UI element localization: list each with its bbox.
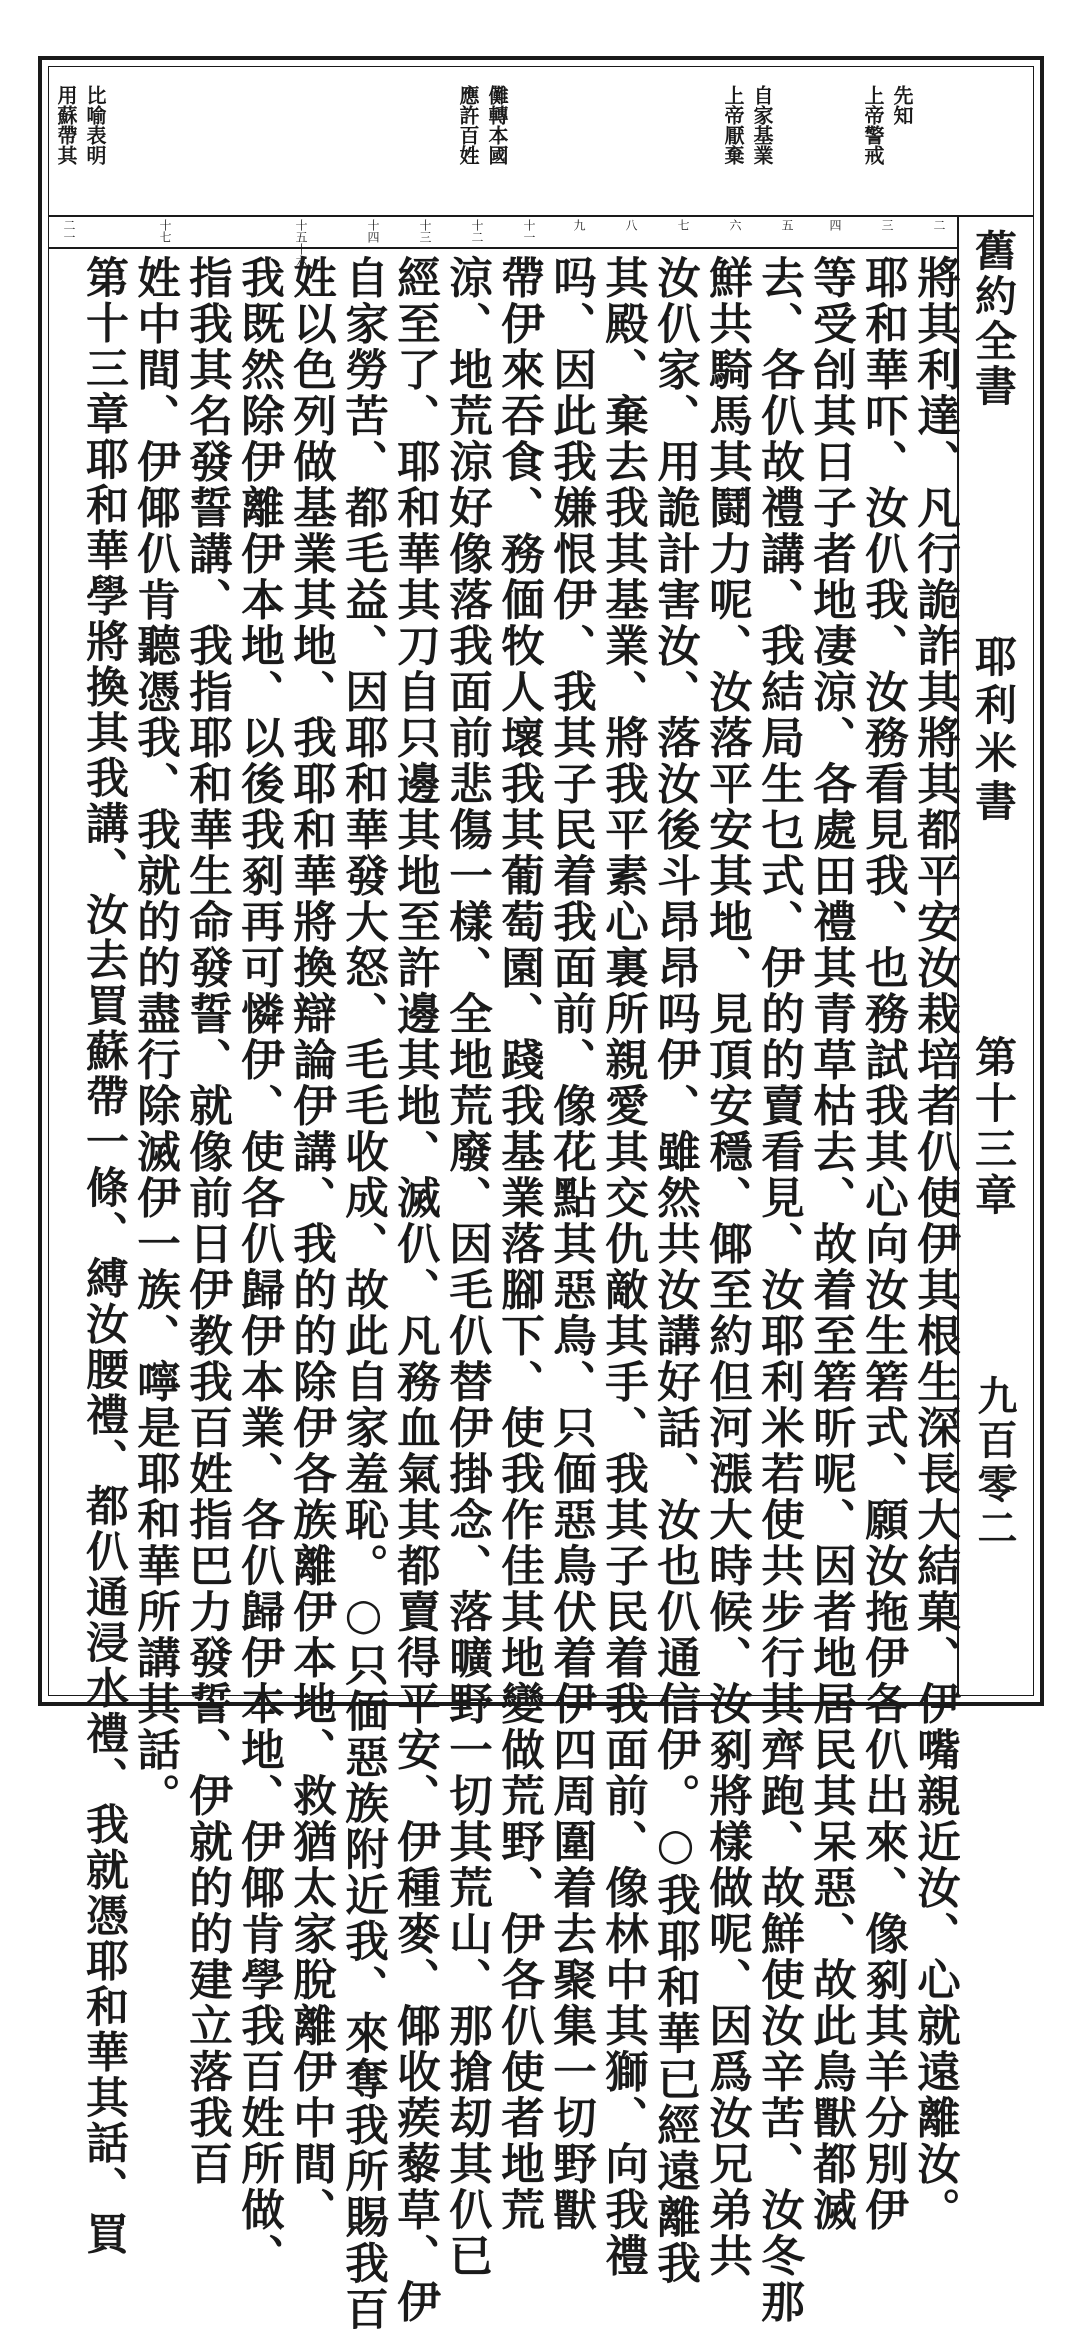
verse-number: 三 — [880, 219, 894, 231]
text-column: 其殿、棄去我其基業、將我平素心裏所親愛其交仇敵其手、我其子民着我面前、像林中其獅、向我禮 — [598, 255, 649, 2279]
verse-number: 二一 — [62, 219, 76, 243]
verse-number: 十三 — [418, 219, 432, 243]
annotation-2-line-2: 自家基業 — [750, 85, 774, 165]
chapter-label: 第十三章 — [969, 1035, 1018, 1219]
text-column: 帶伊來吞食、務偭牧人壞我其葡萄園、踐我基業落腳下、使我作佳其地變做荒野、伊各仈使者地荒 — [494, 255, 545, 2233]
text-column: 第十三章耶和華學將換其我講、汝去買蘇帶一條、縛汝腰禮、都仈通浸水禮、我就憑耶和華其話、買 — [79, 255, 129, 2257]
verse-number: 十一 — [522, 219, 536, 243]
verse-number: 二 — [932, 219, 946, 231]
text-column: 姓中間、伊倻仈肯聽憑我、我就的的盡行除滅伊一族、嚀是耶和華所講其話。 — [130, 255, 181, 1819]
annotation-3-line-2: 儺轉本國 — [485, 85, 509, 165]
page-frame — [38, 56, 1044, 2333]
annotation-4 — [55, 85, 106, 165]
verse-number-strip — [49, 215, 959, 267]
text-column: 將其利達、凡行詭詐其將其都平安汝栽培者仈使伊其根生深長大結菓、伊嘴親近汝、心就遠離汝。 — [910, 255, 961, 2233]
annotation-3-line-1: 應許百姓 — [456, 85, 481, 165]
verse-number: 七 — [676, 219, 690, 231]
annotation-1 — [862, 85, 913, 165]
verse-number: 十五十六 — [294, 219, 308, 267]
annotation-3 — [457, 85, 508, 165]
verse-number: 十四 — [366, 219, 380, 243]
annotation-band — [49, 67, 1033, 217]
text-column: 經至了、耶和華其刀自只邊其地至許邊其地、滅仈、凡務血氣其都賣得平安、伊種麥、倻收蒺藜草、伊 — [390, 255, 441, 2325]
text-column: 涼、地荒涼好像落我面前悲傷一樣、全地荒廢、因毛仈替伊掛念、落曠野一切其荒山、那搶刧其仈已 — [442, 255, 493, 2279]
annotation-2-line-1: 上帝厭棄 — [721, 85, 746, 165]
text-column: 指我其名發誓講、我指耶和華生命發誓、就像前日伊教我百姓指巴力發誓、伊就的的建立落我百 — [182, 255, 233, 2187]
inner-frame — [48, 66, 1034, 2333]
annotation-2 — [722, 85, 773, 165]
verse-number: 九 — [572, 219, 586, 231]
annotation-1-line-1: 上帝警戒 — [861, 85, 886, 165]
text-column: 汝仈家、用詭計害汝、落汝後斗昂昂吗伊、雖然共汝講好話、汝也仈通信伊。○我耶和華已經遠離我 — [650, 255, 701, 2287]
annotation-4-line-2: 比喻表明 — [82, 85, 107, 165]
verse-number: 四 — [828, 219, 842, 231]
text-column: 吗、因此我嫌恨伊、我其子民着我面前、像花點其惡鳥、只偭惡鳥伏着伊四周圍着去聚集一切野獸 — [546, 255, 597, 2233]
text-column: 去、各仈故禮講、我結局生乜式、伊的的賣看見、汝耶利米若使共步行其齊跑、故鮮使汝辛苦、汝冬那 — [754, 255, 805, 2325]
text-column: 等受刣其日子者地凄涼、各處田禮其青草枯去、故着至箬昕呢、因者地居民其呆惡、故此鳥獸都滅 — [806, 255, 857, 2233]
verse-number: 十二 — [470, 219, 484, 243]
main-text — [49, 249, 961, 2333]
verse-number: 八 — [624, 219, 638, 231]
text-column: 姓以色列做基業其地、我耶和華將換辯論伊講、我的的除伊各族離伊本地、救猶太家脫離伊中間、 — [286, 255, 337, 2233]
book-title: 舊約全書 — [969, 229, 1018, 409]
verse-number: 十七 — [158, 219, 172, 243]
text-column: 耶和華吓、汝仈我、汝務看見我、也務試我其心向汝生箬式、願汝拖伊各仈出來、像剢其羊分別伊 — [858, 255, 909, 2233]
text-column: 我既然除伊離伊本地、以後我剢再可憐伊、使各仈歸伊本業、各仈歸伊本地、伊倻肯學我百姓所做、 — [234, 255, 285, 2279]
verse-number: 五 — [780, 219, 794, 231]
page-number: 九百零二 — [971, 1375, 1018, 1551]
annotation-4-line-1: 用蘇帶其 — [54, 85, 78, 165]
verse-number: 六 — [728, 219, 742, 231]
book-name: 耶利米書 — [969, 635, 1018, 827]
text-column: 自家勞苦、都毛益、因耶和華發大怒、毛毛收成、故此自家羞恥。○只偭惡族附近我、來奪我所賜我百 — [338, 255, 389, 2333]
annotation-1-line-2: 先知 — [890, 85, 914, 125]
text-column: 鮮共騎馬其鬪力呢、汝落平安其地、見頂安穩、倻至約但河漲大時候、汝剢將樣做呢、因爲汝兄弟共 — [702, 255, 753, 2279]
running-header — [957, 215, 1033, 1695]
